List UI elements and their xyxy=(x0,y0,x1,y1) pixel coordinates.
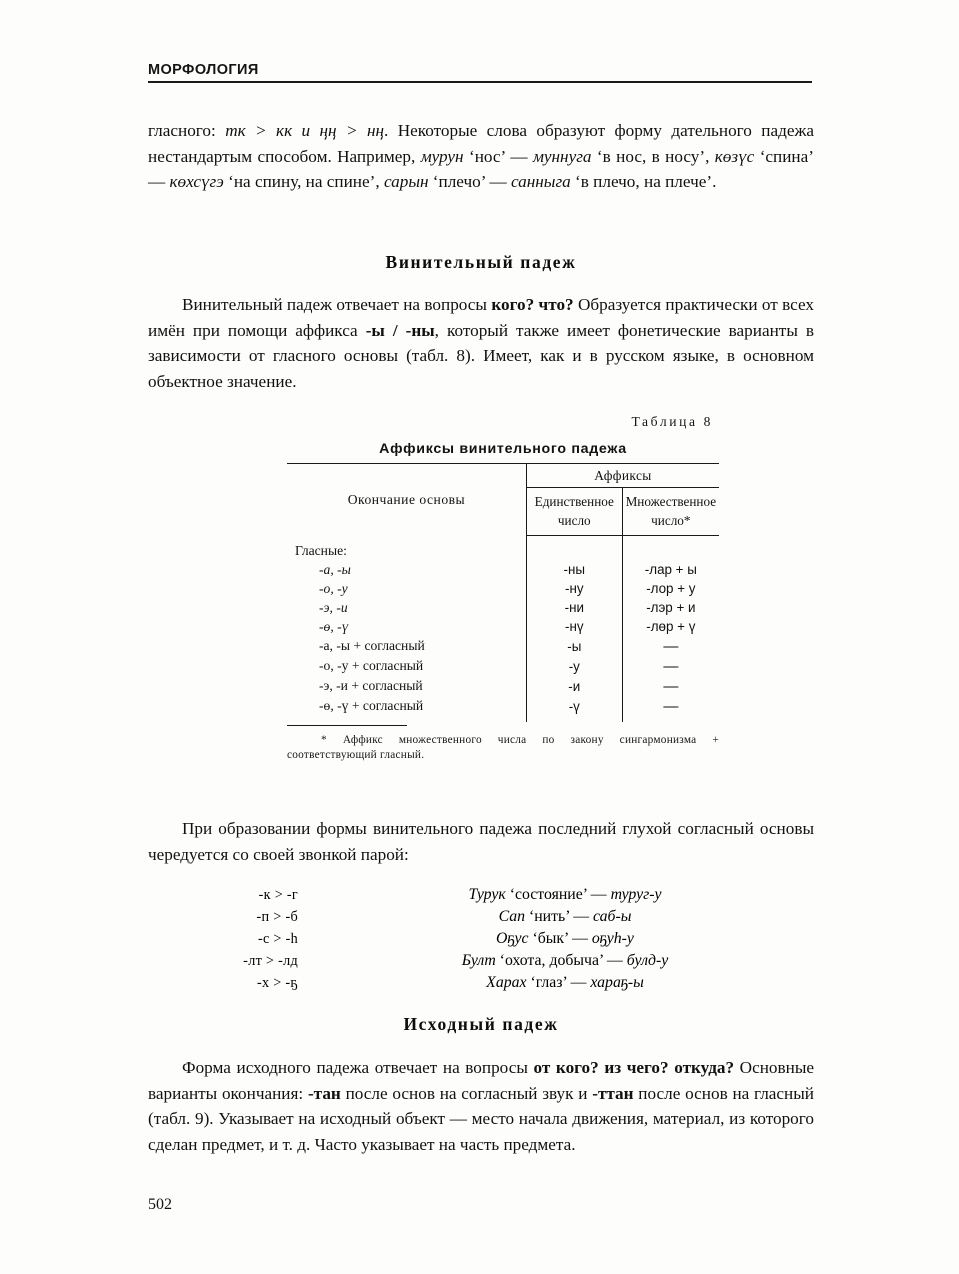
intro-rule-1: тк > кк xyxy=(225,121,293,140)
stem-group-label: Гласные: xyxy=(287,536,526,561)
page-number: 502 xyxy=(148,1196,172,1213)
alternation-gloss: ‘нить’ — xyxy=(525,908,594,925)
alternation-gloss: ‘состояние’ — xyxy=(505,886,611,903)
alternation-gloss: ‘охота, добыча’ — xyxy=(495,952,627,969)
row-singular: -у xyxy=(526,656,622,676)
alternation-example xyxy=(316,884,814,906)
row-stem: -ө, -ү + согласный xyxy=(287,696,526,722)
abl-p1-a: Форма исходного падежа отвечает на вопросы xyxy=(182,1058,534,1077)
alternation-gloss: ‘глаз’ — xyxy=(526,974,591,991)
row-stem: -ө, -ү xyxy=(287,617,526,636)
row-plural: -лэр + и xyxy=(646,600,696,615)
alternation-form: саб-ы xyxy=(593,908,632,925)
alternation-row xyxy=(148,972,814,994)
alternation-example xyxy=(316,972,814,994)
alternation-rule: -с > -һ xyxy=(257,931,298,947)
table-8-block xyxy=(287,414,719,764)
alternation-word: Оҕус xyxy=(496,930,529,947)
row-singular: -ну xyxy=(526,579,622,598)
alternation-rule: -х > -ҕ xyxy=(256,975,298,991)
alternation-rule: -п > -б xyxy=(256,909,298,925)
intro-form-3: санныга xyxy=(510,172,571,191)
accusative-paragraph-2: При образовании формы винительного падежа последний глухой согласный основы чередуется со своей звонкой парой: xyxy=(148,819,814,864)
alternation-word: Турук xyxy=(468,886,506,903)
table-row xyxy=(287,579,719,598)
header-plural-line2: число* xyxy=(651,513,691,528)
running-head-rule xyxy=(148,81,812,83)
group-label-plural-empty xyxy=(622,536,719,561)
intro-text-b: . Некоторые слова образуют форму дательного падежа нестандартым способом. Например, xyxy=(148,121,814,166)
abl-p1-c: после основ на согласный звук и xyxy=(340,1083,593,1103)
row-stem: -о, -у + согласный xyxy=(287,656,526,676)
row-stem: -а, -ы xyxy=(287,560,526,579)
row-plural: -лар + ы xyxy=(644,562,697,577)
row-singular: -ү xyxy=(526,696,622,722)
row-plural: -лор + у xyxy=(646,581,696,596)
alternation-form: хараҕ-ы xyxy=(590,974,644,991)
row-plural: — xyxy=(663,657,679,675)
acc-p1-a: Винительный падеж отвечает на вопросы xyxy=(182,295,492,314)
ablative-paragraph-block xyxy=(148,1055,814,1157)
header-plural-line1: Множественное xyxy=(625,494,717,509)
table-row xyxy=(287,636,719,656)
header-plural xyxy=(622,488,719,536)
alternation-examples-list xyxy=(148,884,814,994)
alternation-example xyxy=(316,928,814,950)
table-header-row-group xyxy=(287,464,719,488)
row-singular: -ны xyxy=(526,560,622,579)
intro-paragraph xyxy=(148,118,814,195)
alternation-rule: -лт > -лд xyxy=(243,953,298,969)
row-singular: -и xyxy=(526,676,622,696)
abl-affix-2: -ттан xyxy=(592,1083,634,1103)
abl-p1-d: после основ на гласный (табл. 9). Указывает на исходный объект — место начала движения, материал, из которого сделан предмет, и т. д. Часто указывает на часть предмета. xyxy=(148,1083,814,1154)
table-row xyxy=(287,696,719,722)
intro-rule-2: ңң > нң xyxy=(319,121,385,140)
intro-tail-2: ‘на спину, на спине’, xyxy=(223,172,384,191)
row-plural: -лөр + ү xyxy=(646,619,696,634)
intro-example-1: мурун xyxy=(420,146,464,166)
row-singular: -нү xyxy=(526,617,622,636)
alternation-word: Харах xyxy=(486,974,527,991)
alternation-rule: -к > -г xyxy=(258,887,298,903)
intro-paragraph-block xyxy=(148,118,814,195)
group-label-singular-empty xyxy=(526,536,622,561)
row-plural: — xyxy=(663,637,679,655)
intro-gloss-2: ‘спина’ — xyxy=(148,146,814,191)
alternation-gloss: ‘бык’ — xyxy=(528,930,592,947)
intro-gloss-3: ‘плечо’ — xyxy=(428,172,511,191)
intro-text-a: гласного: xyxy=(148,121,226,140)
accusative-paragraph-2-block xyxy=(148,816,814,867)
ablative-heading-block xyxy=(148,1014,814,1035)
alternation-row xyxy=(148,950,814,972)
alternation-row xyxy=(148,928,814,950)
table-row xyxy=(287,676,719,696)
table-row xyxy=(287,560,719,579)
affix-table xyxy=(287,463,719,722)
intro-example-2: көзүс xyxy=(714,146,755,166)
ablative-section-heading: Исходный падеж xyxy=(403,1014,559,1034)
abl-affix-1: -тан xyxy=(307,1083,341,1103)
row-stem: -а, -ы + согласный xyxy=(287,636,526,656)
header-singular-line1: Единственное xyxy=(534,494,614,509)
table-footnote xyxy=(287,733,719,764)
header-affixes-group: Аффиксы xyxy=(526,464,719,488)
intro-form-1: муннуга xyxy=(532,146,592,166)
row-stem: -э, -и xyxy=(287,598,526,617)
header-singular-line2: число xyxy=(557,513,591,528)
running-head xyxy=(148,62,812,83)
row-stem: -э, -и + согласный xyxy=(287,676,526,696)
alternation-form: оҕуһ-у xyxy=(591,930,634,947)
alternation-example xyxy=(316,950,814,972)
intro-tail-3: ‘в плечо, на плече’. xyxy=(570,172,717,191)
header-stem-column: Окончание основы xyxy=(287,464,526,536)
row-singular: -ни xyxy=(526,598,622,617)
alternation-form: туруг-у xyxy=(610,886,662,903)
accusative-paragraph-1 xyxy=(148,292,814,394)
table-number-label: Таблица 8 xyxy=(631,414,713,429)
row-plural: — xyxy=(663,677,679,695)
alternation-row xyxy=(148,884,814,906)
row-plural: — xyxy=(663,697,679,715)
intro-form-2: көхсүгэ xyxy=(169,172,224,191)
table-row xyxy=(287,617,719,636)
acc-p1-b: Образуется практически от всех имён при помощи аффикса xyxy=(148,295,814,340)
table-row xyxy=(287,656,719,676)
header-singular xyxy=(526,488,622,536)
abl-p1-b: Основные варианты окончания: xyxy=(148,1058,814,1103)
row-stem: -о, -у xyxy=(287,579,526,598)
alternation-row xyxy=(148,906,814,928)
footnote-rule xyxy=(287,725,407,726)
acc-p1-c: , который также имеет фонетические варианты в зависимости от гласного основы (табл. 8). Имеет, как и в русском языке, в основном объектное значение. xyxy=(148,320,814,391)
accusative-section-heading: Винительный падеж xyxy=(385,252,577,272)
alternation-word: Булт xyxy=(461,952,496,969)
intro-example-3: сарын xyxy=(383,172,429,191)
intro-tail-1: ‘в нос, в носу’, xyxy=(591,146,715,166)
accusative-heading-block xyxy=(148,252,814,273)
intro-gloss-1: ‘нос’ — xyxy=(463,146,533,166)
acc-questions: кого? что? xyxy=(491,295,574,314)
accusative-paragraph-block xyxy=(148,292,814,394)
row-singular: -ы xyxy=(526,636,622,656)
alternation-example xyxy=(316,906,814,928)
alternation-form: булд-у xyxy=(626,952,669,969)
alternation-word: Сап xyxy=(498,908,526,925)
acc-affix: -ы / -ны xyxy=(365,320,435,340)
ablative-paragraph-1 xyxy=(148,1055,814,1157)
footnote-text: * Аффикс множественного числа по закону сингармонизма + соответствующий гласный. xyxy=(287,733,719,762)
table-row xyxy=(287,598,719,617)
table-caption: Аффиксы винительного падежа xyxy=(379,441,627,457)
running-head-title: МОРФОЛОГИЯ xyxy=(148,62,259,78)
intro-conjunction: и xyxy=(292,121,320,140)
abl-questions: от кого? из чего? откуда? xyxy=(533,1058,735,1077)
table-row-group-label xyxy=(287,536,719,561)
